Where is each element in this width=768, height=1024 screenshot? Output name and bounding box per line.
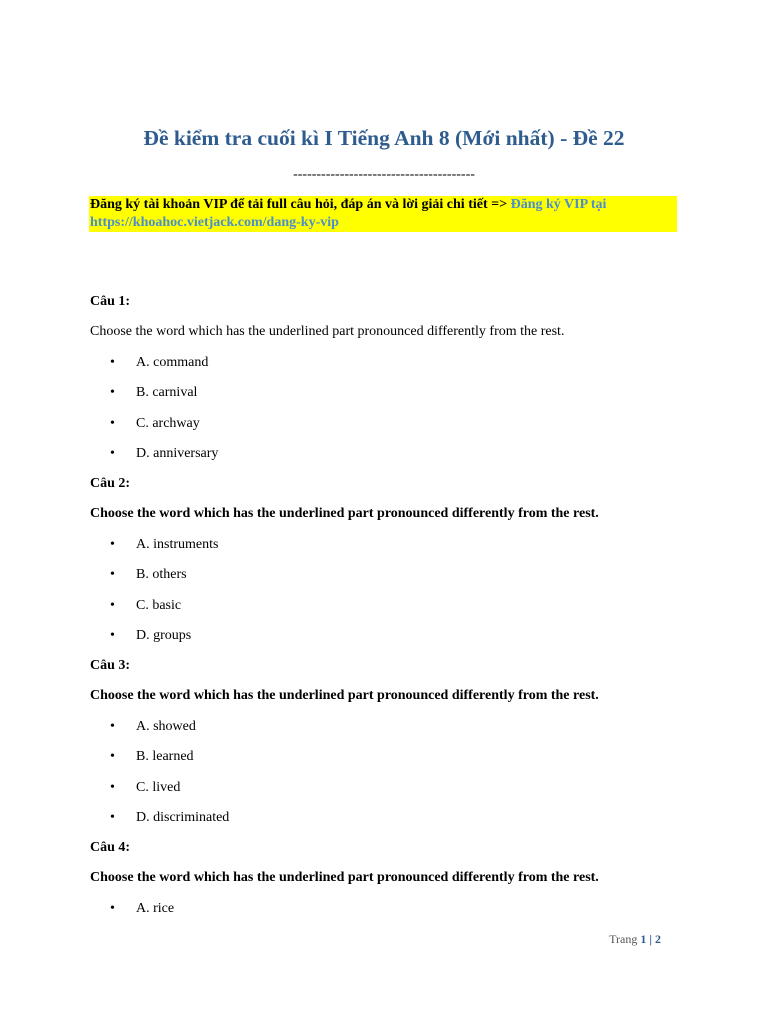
option-item <box>90 747 690 767</box>
option-item <box>90 808 690 828</box>
option-text: C. basic <box>136 597 182 613</box>
bullet-icon: • <box>110 628 115 643</box>
option-text: B. others <box>136 567 187 582</box>
option-item <box>90 596 690 616</box>
option-item <box>90 778 690 798</box>
option-list <box>90 353 690 465</box>
option-text: C. lived <box>136 779 181 795</box>
option-text: D. discriminated <box>136 810 230 825</box>
vip-url-link[interactable]: https://khoahoc.vietjack.com/dang-ky-vip <box>90 215 339 230</box>
question-prompt: Choose the word which has the underlined part pronounced differently from the rest. <box>90 324 565 339</box>
question-label: Câu 3: <box>90 658 131 673</box>
option-list <box>90 717 690 829</box>
bullet-icon: • <box>110 810 115 825</box>
bullet-icon: • <box>110 749 115 764</box>
option-text: A. showed <box>136 718 196 734</box>
option-text: A. rice <box>136 900 175 916</box>
option-item <box>90 383 690 403</box>
vip-banner-line-1 <box>89 196 677 214</box>
bullet-icon: • <box>110 536 115 552</box>
bullet-icon: • <box>110 354 115 370</box>
option-text: A. instruments <box>136 536 219 552</box>
page-number <box>609 930 661 948</box>
total-pages: 2 <box>655 932 661 946</box>
option-text: B. carnival <box>136 385 198 400</box>
option-text: B. learned <box>136 749 194 764</box>
document-title: Đề kiểm tra cuối kì I Tiếng Anh 8 (Mới nhất) - Đề 22 <box>143 126 625 150</box>
option-text: D. groups <box>136 628 192 643</box>
bullet-icon: • <box>110 567 115 582</box>
option-item <box>90 717 690 737</box>
vip-register-link[interactable]: Đăng ký VIP tại <box>510 197 607 212</box>
option-list <box>90 535 690 647</box>
title-divider: --------------------------------------- <box>293 167 475 182</box>
option-text: A. command <box>136 354 209 370</box>
question-prompt: Choose the word which has the underlined part pronounced differently from the rest. <box>90 870 599 885</box>
current-page: 1 <box>640 932 647 946</box>
question-label: Câu 2: <box>90 476 131 491</box>
page-separator: | <box>646 932 655 946</box>
vip-banner <box>89 196 677 232</box>
question-2 <box>90 474 690 646</box>
option-item <box>90 899 690 919</box>
option-item <box>90 565 690 585</box>
vip-banner-text: Đăng ký tài khoản VIP để tải full câu hỏi, đáp án và lời giải chi tiết => <box>90 197 511 212</box>
option-item <box>90 535 690 555</box>
option-text: D. anniversary <box>136 446 219 461</box>
question-4 <box>90 838 690 919</box>
bullet-icon: • <box>110 446 115 461</box>
question-prompt: Choose the word which has the underlined part pronounced differently from the rest. <box>90 688 599 703</box>
option-text: C. archway <box>136 415 200 431</box>
bullet-icon: • <box>110 385 115 400</box>
bullet-icon: • <box>110 415 115 431</box>
bullet-icon: • <box>110 718 115 734</box>
question-1 <box>90 292 690 464</box>
page-prefix: Trang <box>609 932 641 946</box>
question-label: Câu 1: <box>90 294 131 309</box>
question-label: Câu 4: <box>90 840 131 855</box>
option-item <box>90 626 690 646</box>
option-item <box>90 353 690 373</box>
questions-section <box>90 292 690 919</box>
option-item <box>90 444 690 464</box>
question-3 <box>90 656 690 828</box>
bullet-icon: • <box>110 597 115 613</box>
bullet-icon: • <box>110 900 115 916</box>
option-item <box>90 414 690 434</box>
bullet-icon: • <box>110 779 115 795</box>
question-prompt: Choose the word which has the underlined part pronounced differently from the rest. <box>90 506 599 521</box>
option-list <box>90 899 690 919</box>
